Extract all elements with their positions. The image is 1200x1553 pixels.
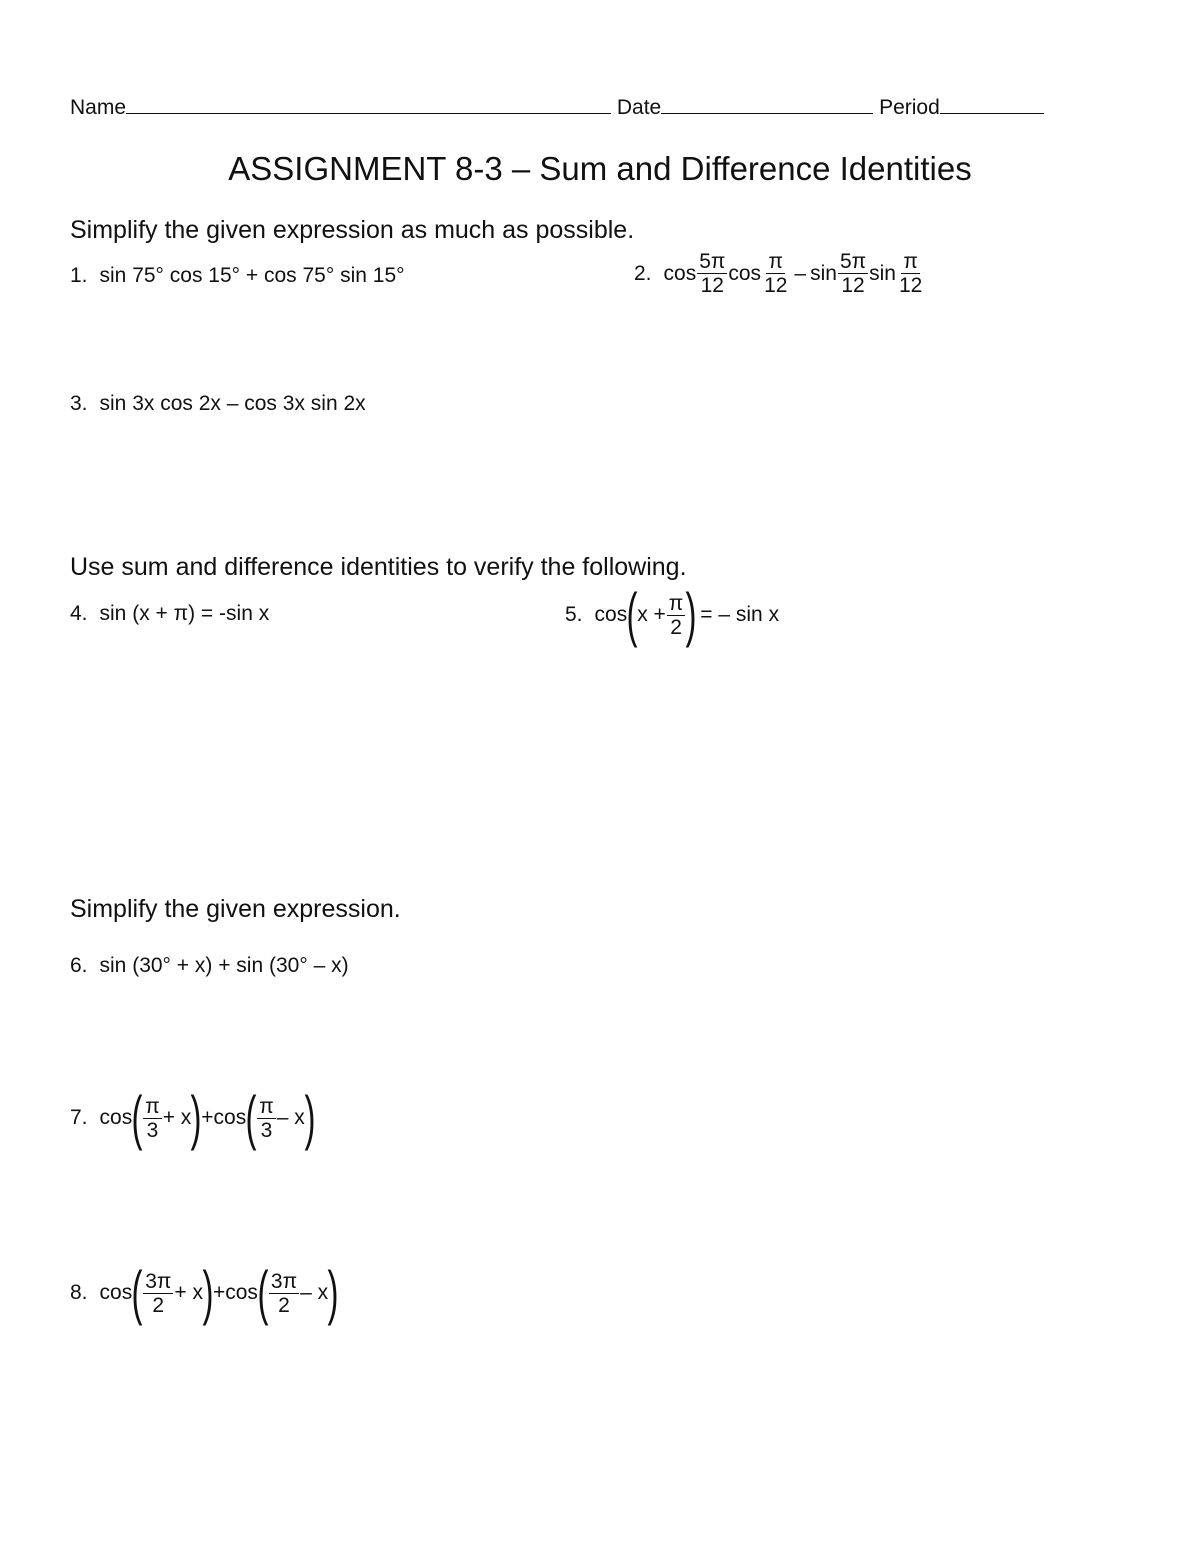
- numerator: π: [668, 591, 684, 615]
- plus-sign: +: [212, 1281, 226, 1304]
- date-label: Date: [616, 96, 662, 119]
- plus-x: + x: [162, 1106, 192, 1129]
- minus-x: – x: [276, 1106, 305, 1129]
- problem-8: [70, 1259, 339, 1326]
- denominator: 12: [764, 274, 788, 297]
- problem-4: [70, 602, 269, 626]
- problem-2: [634, 250, 925, 297]
- denominator: 2: [152, 1293, 165, 1317]
- problem-1: [70, 264, 405, 288]
- problem-number: 4.: [70, 602, 88, 625]
- section-instruction-2: Use sum and difference identities to verify the following.: [70, 553, 687, 581]
- open-paren: (: [131, 1259, 143, 1326]
- sin-term: sin: [869, 261, 896, 285]
- problem-expression: sin 75° cos 15° + cos 75° sin 15°: [99, 264, 405, 287]
- cos-term: cos: [213, 1106, 247, 1129]
- denominator: 2: [278, 1293, 290, 1317]
- fraction: [667, 592, 686, 639]
- numerator: π: [259, 1094, 274, 1118]
- plus-x: + x: [174, 1281, 203, 1304]
- numerator: 5π: [839, 250, 867, 273]
- numerator: 5π: [699, 250, 726, 273]
- problem-number: 8.: [70, 1281, 88, 1304]
- fraction: [143, 1270, 173, 1317]
- problem-3: [70, 392, 366, 416]
- period-label: Period: [879, 96, 940, 119]
- problem-number: 7.: [70, 1106, 88, 1129]
- open-paren: (: [245, 1084, 257, 1151]
- name-field[interactable]: [126, 97, 611, 114]
- close-paren: ): [327, 1259, 339, 1326]
- cos-term: cos: [99, 1106, 133, 1129]
- section-instruction-3: Simplify the given expression.: [70, 895, 401, 923]
- close-paren: ): [190, 1084, 202, 1151]
- sin-term: sin: [810, 261, 837, 285]
- period-field[interactable]: [940, 97, 1044, 114]
- fraction: [697, 250, 727, 297]
- problem-6: [70, 954, 349, 978]
- problem-expression: [664, 250, 926, 297]
- numerator: π: [145, 1094, 160, 1118]
- date-field[interactable]: [661, 97, 873, 114]
- problem-expression: [99, 1084, 316, 1151]
- problem-number: 5.: [565, 603, 583, 626]
- open-paren: (: [131, 1084, 143, 1151]
- denominator: 12: [841, 274, 865, 297]
- close-paren: ): [202, 1259, 214, 1326]
- numerator: 3π: [145, 1269, 172, 1293]
- right-hand-side: = – sin x: [700, 603, 780, 626]
- fraction: [897, 250, 924, 297]
- x-plus: x +: [637, 603, 666, 626]
- plus-sign: +: [201, 1106, 214, 1129]
- problem-number: 1.: [70, 264, 88, 287]
- problem-number: 6.: [70, 954, 88, 977]
- problem-number: 2.: [634, 261, 652, 285]
- problem-7: [70, 1084, 316, 1151]
- page-title: ASSIGNMENT 8-3 – Sum and Difference Identities: [228, 150, 972, 187]
- problem-expression: sin (x + π) = -sin x: [99, 602, 270, 625]
- denominator: 12: [899, 274, 923, 297]
- name-label: Name: [70, 96, 127, 119]
- denominator: 3: [146, 1118, 159, 1142]
- problem-expression: [594, 581, 780, 648]
- minus-x: – x: [300, 1281, 329, 1304]
- cos-term: cos: [99, 1281, 133, 1304]
- problem-number: 3.: [70, 392, 88, 415]
- header-line: [70, 96, 1044, 120]
- fraction: [143, 1095, 162, 1142]
- cos-term: cos: [225, 1281, 258, 1304]
- open-paren: (: [257, 1259, 269, 1326]
- numerator: π: [768, 250, 783, 273]
- problem-expression: sin 3x cos 2x – cos 3x sin 2x: [99, 392, 366, 415]
- numerator: π: [903, 250, 918, 273]
- section-instruction-1: Simplify the given expression as much as possible.: [70, 216, 635, 244]
- fraction: [838, 250, 868, 297]
- minus-sign: –: [794, 261, 807, 285]
- close-paren: ): [304, 1084, 316, 1151]
- problem-expression: sin (30° + x) + sin (30° – x): [99, 954, 349, 977]
- problem-expression: [99, 1259, 339, 1326]
- denominator: 2: [670, 615, 682, 639]
- cos-term: cos: [728, 261, 762, 285]
- problem-5: [565, 581, 780, 648]
- fraction: [257, 1095, 276, 1142]
- close-paren: ): [685, 581, 697, 648]
- fraction: [762, 250, 789, 297]
- numerator: 3π: [270, 1269, 298, 1293]
- denominator: 12: [700, 274, 724, 297]
- cos-term: cos: [594, 603, 628, 626]
- denominator: 3: [260, 1118, 273, 1142]
- open-paren: (: [626, 581, 638, 648]
- fraction: [269, 1270, 299, 1317]
- cos-term: cos: [663, 261, 697, 285]
